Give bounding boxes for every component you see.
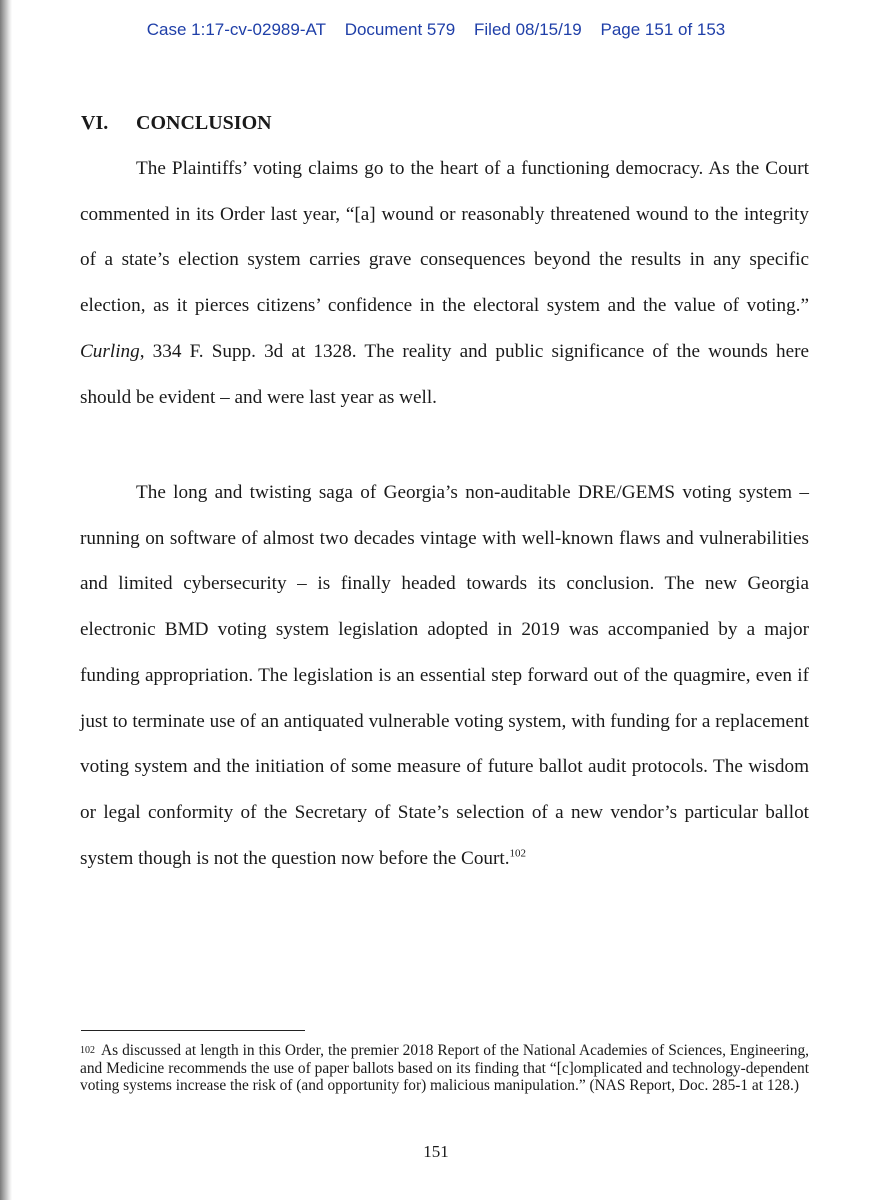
paragraph-2	[80, 470, 809, 881]
paragraph-1-part-a: The Plaintiffs’ voting claims go to the heart of a functioning democracy. As the Court commented in its Order last year, “[a] wound or reasonably threatened wound to the integrity of a state’s election system carries grave consequences beyond the results in any specific election, as it pierces citizens’ confidence in the electoral system and the value of voting.”	[80, 158, 809, 317]
case-citation: Curling	[80, 340, 140, 362]
footnote-number: 102	[80, 1045, 95, 1056]
footnote-divider	[81, 1030, 305, 1031]
paragraph-1	[80, 146, 809, 420]
section-title: CONCLUSION	[136, 112, 272, 134]
paragraph-2-text	[80, 470, 809, 881]
page-number: 151	[423, 1142, 449, 1161]
court-filing-header	[0, 20, 872, 40]
footnote-reference[interactable]: 102	[509, 847, 527, 860]
footnote	[80, 1042, 809, 1095]
paragraph-2-body: The long and twisting saga of Georgia’s non-auditable DRE/GEMS voting system – running on software of almost two decades vintage with well-known flaws and vulnerabilities and limited cybersecurity – is finally headed towards its conclusion. The new Georgia electronic BMD voting system legislation adopted in 2019 was accompanied by a major funding appropriation. The legislation is an essential step forward out of the quagmire, even if just to terminate use of an antiquated vulnerable voting system, with funding for a replacement voting system and the initiation of some measure of future ballot audit protocols. The wisdom or legal conformity of the Secretary of State’s selection of a new vendor’s particular ballot system though is not the question now before the Court.	[80, 482, 809, 869]
page-left-edge-shadow	[0, 0, 12, 1200]
section-heading	[81, 112, 272, 135]
paragraph-1-part-b: , 334 F. Supp. 3d at 1328. The reality and public significance of the wounds here should be evident – and were last year as well.	[80, 340, 809, 408]
case-number: Case 1:17-cv-02989-AT	[146, 20, 326, 39]
section-number: VI.	[81, 112, 109, 134]
filed-date: Filed 08/15/19	[474, 20, 582, 39]
paragraph-1-text	[80, 146, 809, 420]
page-of-total: Page 151 of 153	[600, 20, 726, 39]
footnote-text: As discussed at length in this Order, the premier 2018 Report of the National Academies of Sciences, Engineering, and Medicine recommends the use of paper ballots based on its finding that “[c]omplicated and technology-dependent voting systems increase the risk of (and opportunity for) malicious manipulation.” (NAS Report, Doc. 285-1 at 128.)	[80, 1042, 809, 1094]
document-number: Document 579	[344, 20, 456, 39]
